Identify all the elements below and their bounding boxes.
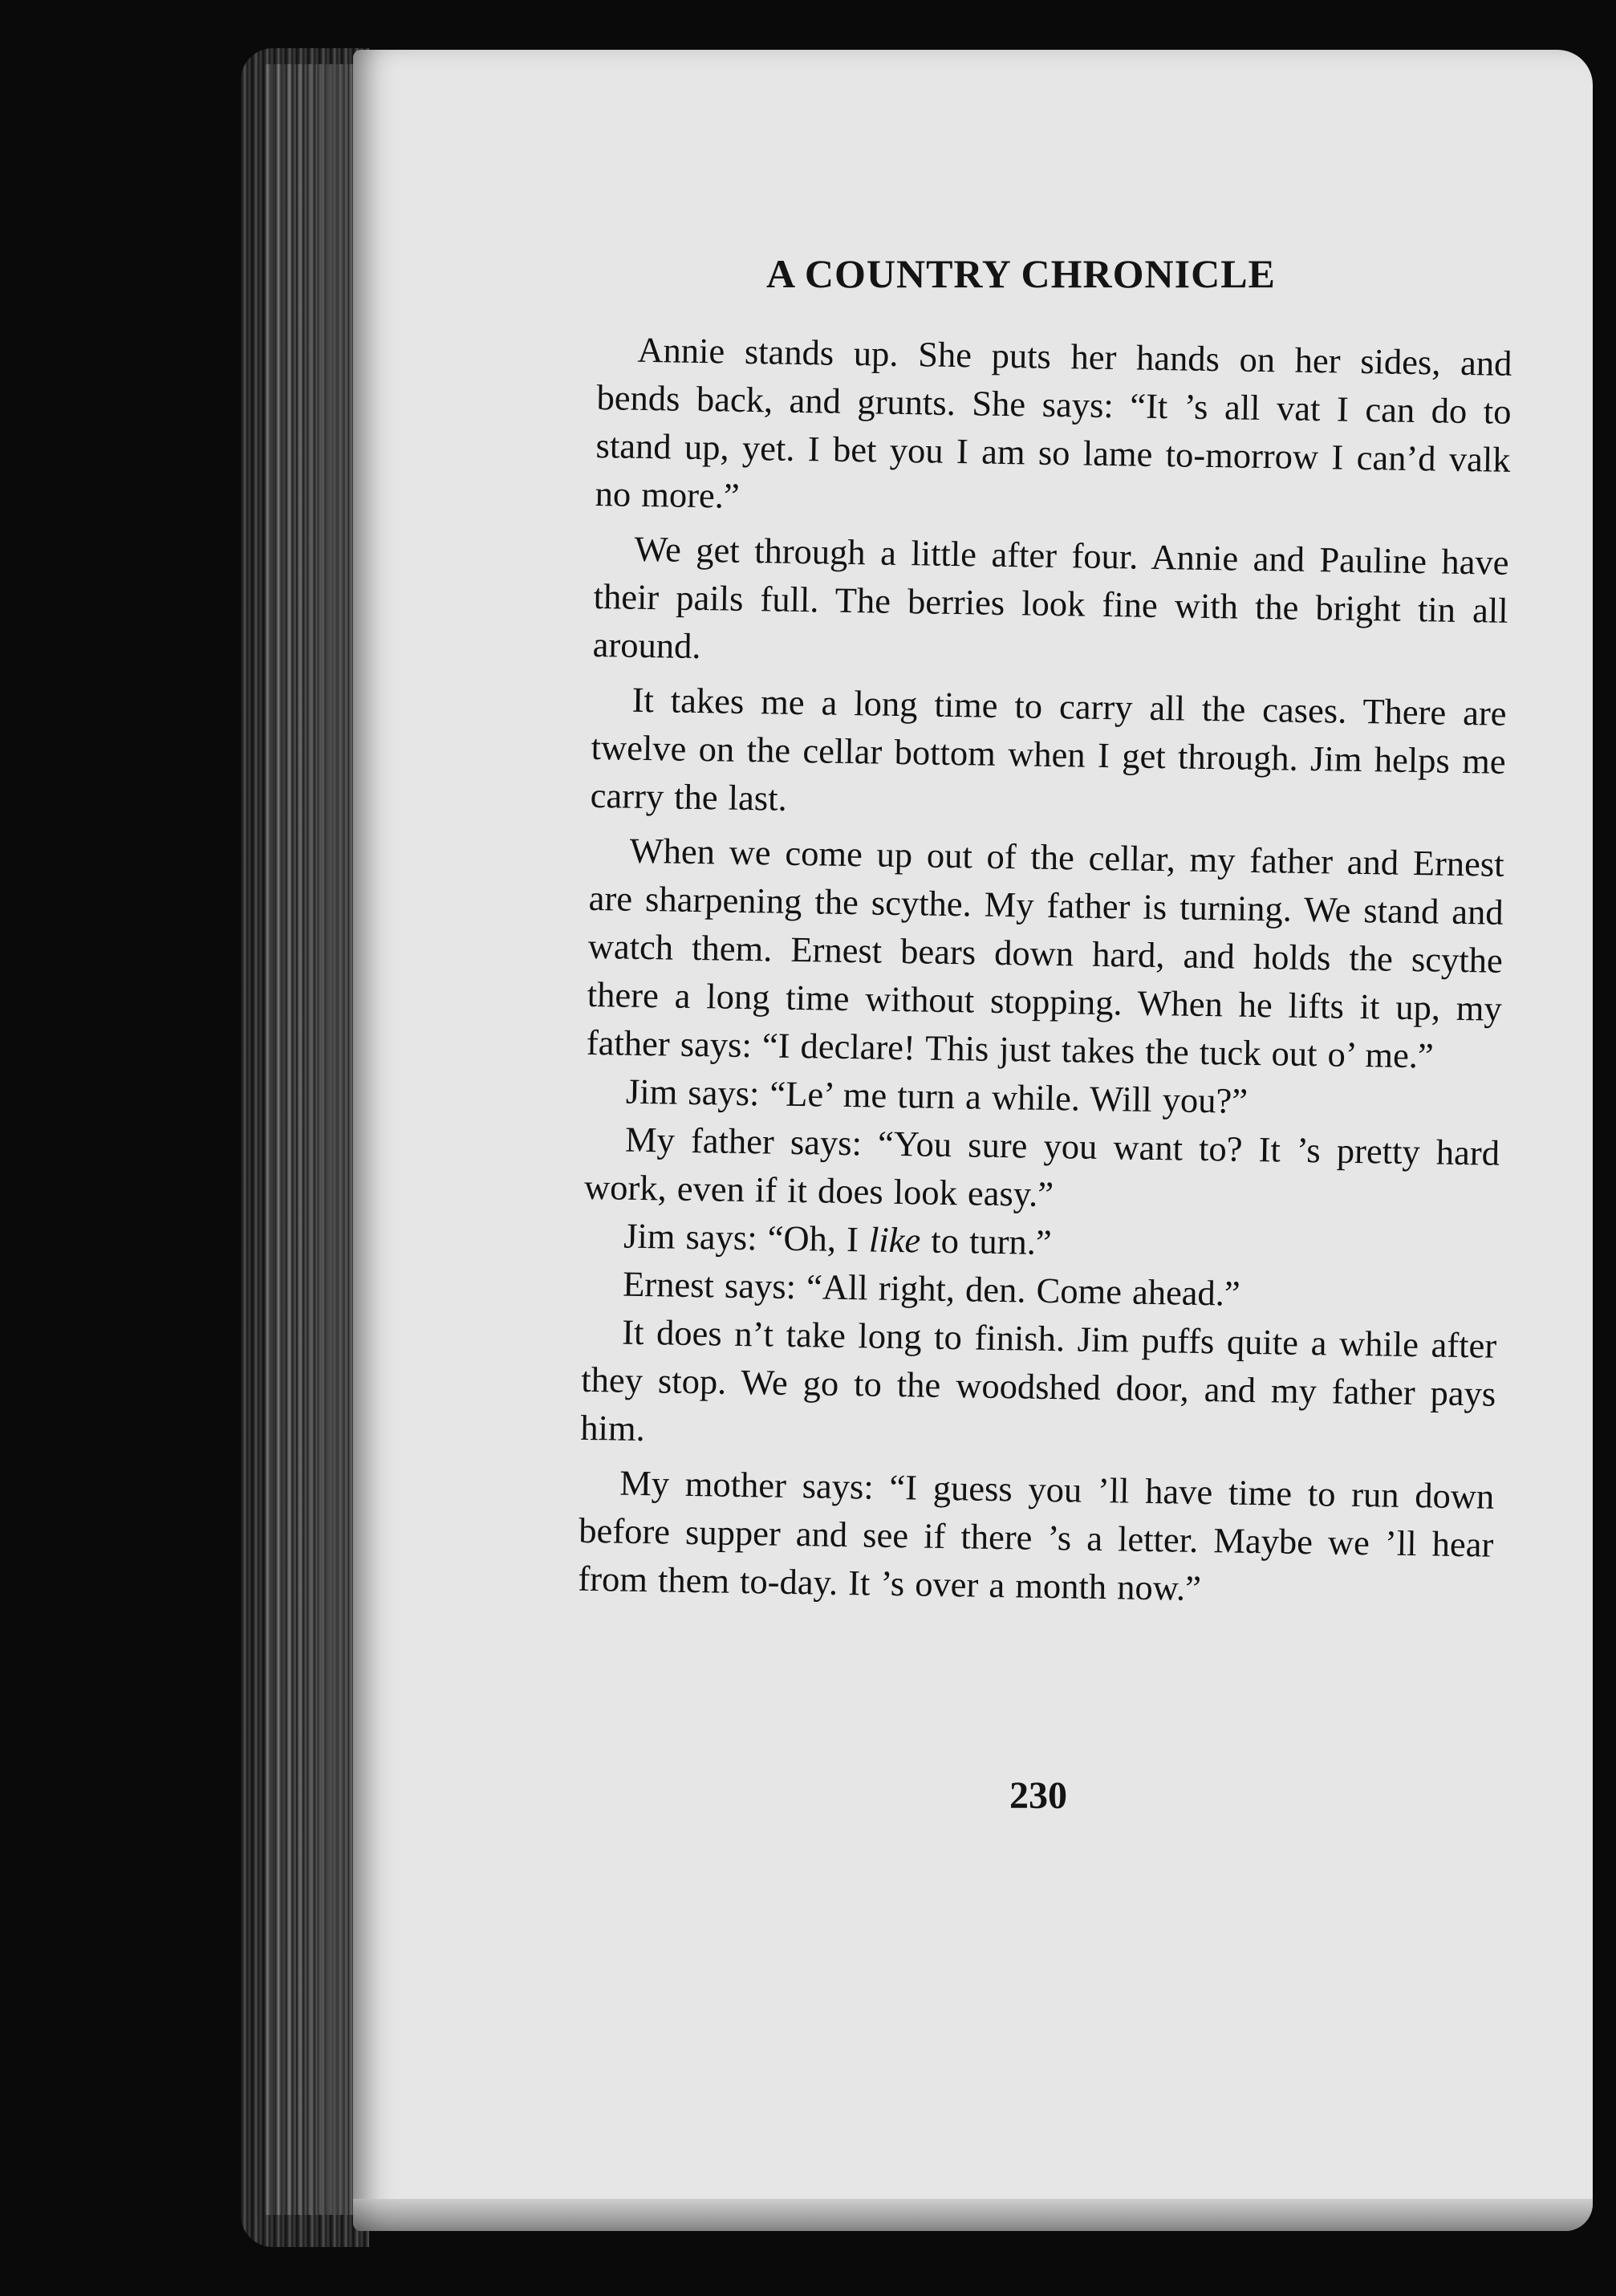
running-head: A COUNTRY CHRONICLE (766, 251, 1276, 296)
paragraph-text: to turn.” (920, 1220, 1053, 1263)
page-edges-highlight (265, 64, 361, 2215)
page-number: 230 (1009, 1774, 1067, 1817)
page-bottom-shadow (353, 2199, 1593, 2231)
paragraph: My mother says: “I guess you ’ll have time to run down before supper and see if there ’s a letter. Maybe we ’ll hear from them to-day. It ’s over a month now.” (578, 1462, 1495, 1608)
paragraph: My father says: “You sure you want to? It ’s pretty hard work, even if it does look easy.” (583, 1119, 1500, 1215)
paragraph: We get through a little after four. Annie and Pauline have their pails full. The berries look fine with the bright tin all around. (592, 528, 1509, 667)
paragraph: It takes me a long time to carry all the cases. There are twelve on the cellar bottom when I get through. Jim helps me carry the last. (590, 679, 1507, 819)
paragraph: When we come up out of the cellar, my father and Ernest are sharpening the scythe. My father is turning. We stand and watch them. Ernest bears down hard, and holds the scythe there a long time without stopping. When he lifts it up, my father says: “I declare! This just takes the tuck out o’ me.” (586, 830, 1504, 1076)
paragraph: It does n’t take long to finish. Jim puffs quite a while after they stop. We go to the woodshed door, and my father pays him. (580, 1311, 1497, 1449)
body-text (578, 325, 1512, 1617)
emphasized-word: like (868, 1219, 921, 1261)
paragraph: Ernest says: “All right, den. Come ahead.” (622, 1263, 1241, 1314)
paragraph: Jim says: “Le’ me turn a while. Will you?” (625, 1071, 1249, 1121)
paragraph: Annie stands up. She puts her hands on her sides, and bends back, and grunts. She says: “It ’s all vat I can do to stand up, yet. I bet you I am so lame to-morrow I can’d valk no more.” (595, 329, 1512, 516)
paragraph-text: Jim says: “Oh, I (623, 1215, 870, 1260)
